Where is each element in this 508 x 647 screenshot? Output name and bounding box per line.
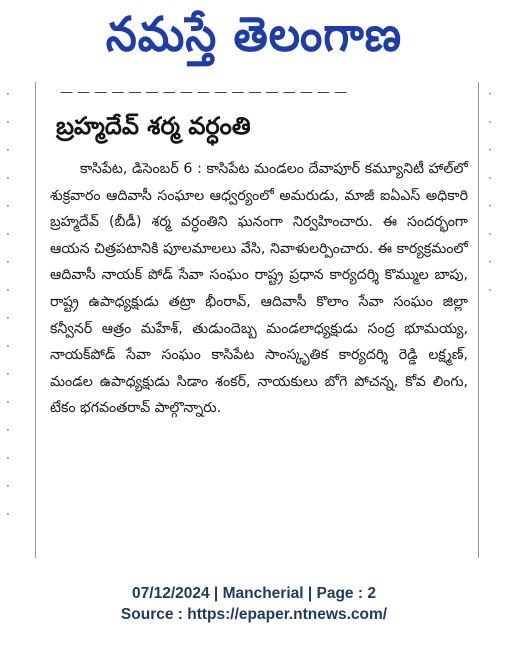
news-article bbox=[50, 108, 468, 422]
cropped-previous-article-line: — — — — — — — — — — — — — — — — — bbox=[60, 85, 348, 100]
cropped-neighbor-column-left: ᐧ ᐧ ᐧ ᐧ ᐧ ᐧ ᐧ ᐧ ᐧ ᐧ ᐧ ᐧ ᐧ ᐧ ᐧ ᐧ bbox=[6, 88, 10, 523]
column-rule-left bbox=[35, 82, 36, 558]
column-rule-right bbox=[478, 82, 479, 558]
masthead-title: నమస్తే తెలంగాణ bbox=[105, 7, 403, 63]
article-body: కాసిపేట, డిసెంబర్ 6 : కాసిపేట మండలం దేవాపూర్ కమ్యూనిటీ హాల్‌లో శుక్రవారం ఆదివాసీ సంఘాల ఆధ్వర్యంలో అమరుడు, మాజీ ఐఏఎస్ అధికారి బ్రహ్మదేవ్ (బీడీ) శర్మ వర్ధంతిని ఘనంగా నిర్వహించారు. ఈ సందర్భంగా ఆయన చిత్రపటానికి పూలమాలలు వేసి, నివాళులర్పించారు. ఈ కార్యక్రమంలో ఆదివాసీ నాయక్ పోడ్ సేవా సంఘం రాష్ట్ర ప్రధాన కార్యదర్శి కొమ్ముల బాపు, రాష్ట్ర ఉపాధ్యక్షుడు తట్రా భీంరావ్, ఆదివాసీ కొలాం సేవా సంఘం జిల్లా కన్వీనర్ ఆత్రం మహేశ్, తుడుందెబ్బ మండలాధ్యక్షుడు సంద్ర భూమయ్య, నాయక్‌పోడ్ సేవా సంఘం కాసిపేట సాంస్కృతిక కార్యదర్శి రెడ్డి లక్ష్మణ్, మండల ఉపాధ్యక్షుడు సిడాం శంకర్, నాయకులు బోగె పోచన్న, కోవ లింగు, టేకం భగవంతరావ్ పాల్గొన్నారు. bbox=[50, 161, 468, 417]
source-caption bbox=[0, 583, 508, 625]
caption-source-url: Source : https://epaper.ntnews.com/ bbox=[120, 606, 388, 623]
newspaper-clipping bbox=[0, 82, 508, 558]
newspaper-masthead bbox=[0, 0, 508, 82]
caption-date-edition-page: 07/12/2024 | Mancherial | Page : 2 bbox=[132, 585, 376, 602]
article-headline: బ్రహ్మదేవ్ శర్మ వర్ధంతి bbox=[56, 112, 251, 140]
cropped-neighbor-column-right: ᐧ ᐧ ᐧ ᐧ ᐧ ᐧ ᐧ ᐧ bbox=[488, 88, 492, 299]
